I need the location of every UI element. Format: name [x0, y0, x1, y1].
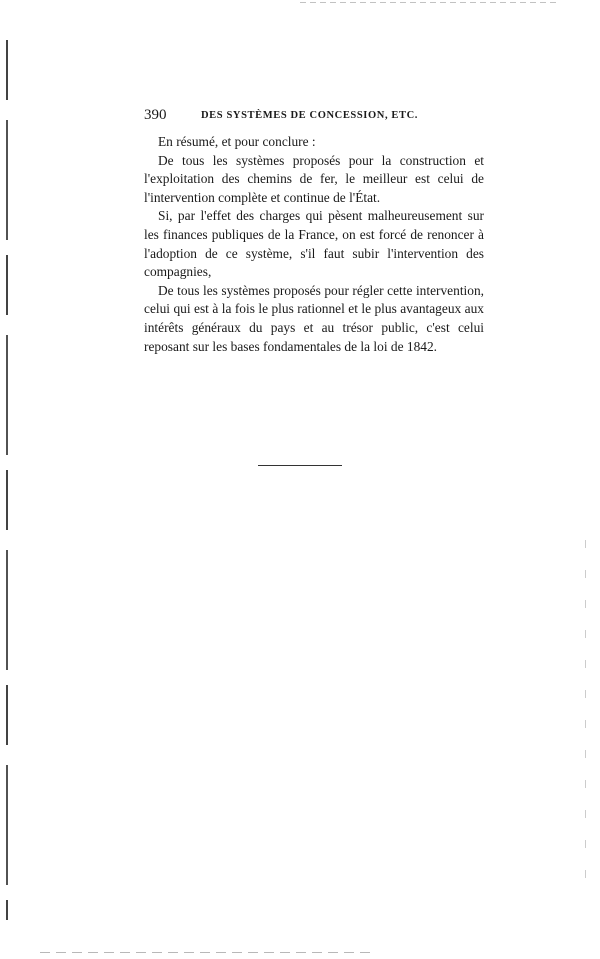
body-text: [144, 133, 484, 356]
section-end-rule: [258, 465, 342, 466]
paragraph-intro: En résumé, et pour conclure :: [158, 134, 316, 149]
paragraph-financial-charges: Si, par l'effet des charges qui pèsent malheureusement sur les finances publiques de la France, on est forcé de renoncer à l'adoption de ce système, s'il faut subir l'intervention des compagnies,: [144, 208, 484, 280]
scan-edge-top: [300, 2, 560, 3]
running-title: DES SYSTÈMES DE CONCESSION, ETC.: [201, 110, 419, 121]
scan-edge-bottom: [40, 952, 370, 953]
paragraph-law-1842: De tous les systèmes proposés pour régler cette intervention, celui qui est à la fois le plus rationnel et le plus avantageux aux intérêts généraux du pays et au trésor public, c'est celui reposant sur les bases fondamentales de la loi de 1842.: [144, 282, 484, 354]
scan-edge-right: [585, 540, 586, 900]
page-header: [144, 107, 484, 127]
scan-edge-left: [6, 40, 8, 920]
paragraph-conclusion-state: De tous les systèmes proposés pour la construction et l'exploitation des chemins de fer, le meilleur est celui de l'intervention complète et continue de l'État.: [144, 152, 484, 205]
page-number: 390: [144, 107, 167, 123]
